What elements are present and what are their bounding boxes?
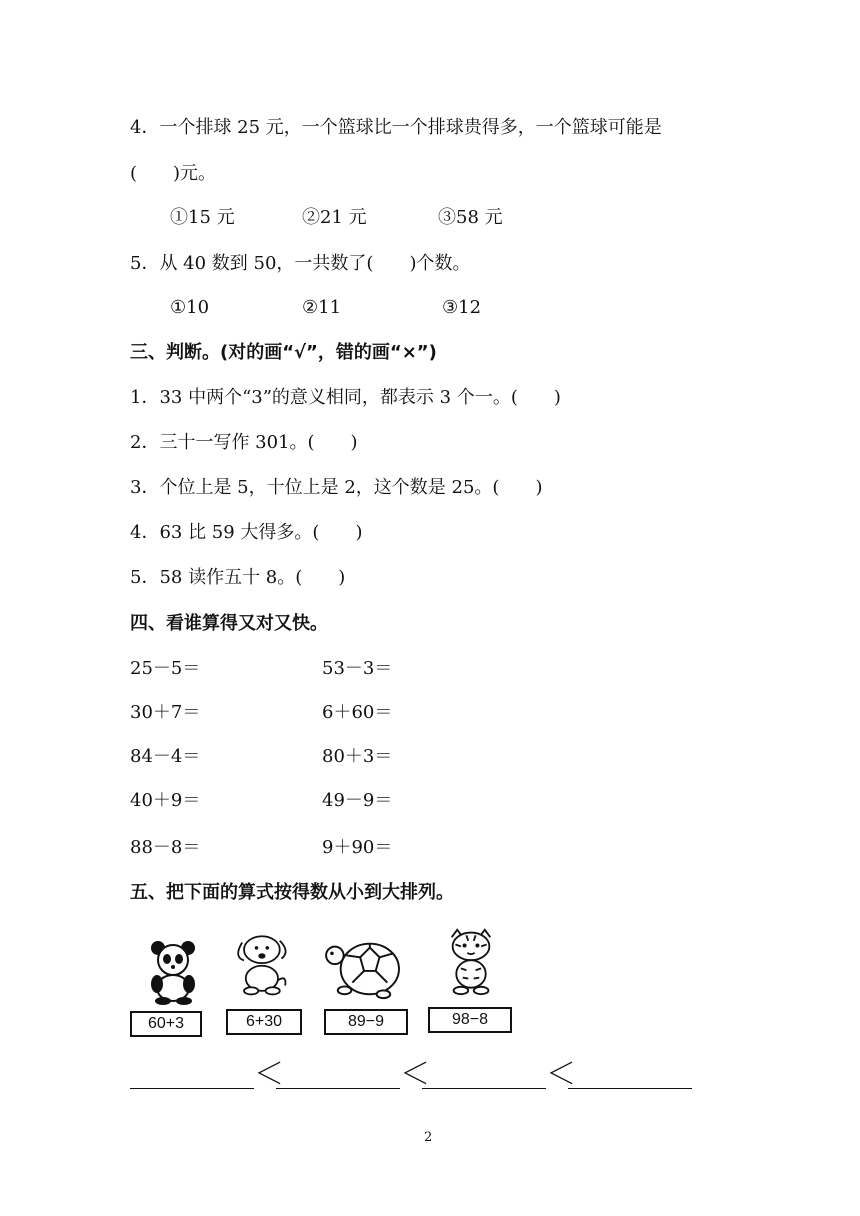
calc-left-5: 88－8＝ [130, 837, 201, 858]
q5-option-1: ①10 [170, 297, 210, 318]
turtle-icon [322, 934, 406, 1002]
judge-item-2: 2．三十一写作 301。( ) [130, 432, 358, 453]
judge-item-1: 1．33 中两个“3”的意义相同，都表示 3 个一。( ) [130, 387, 561, 408]
calc-right-2: 6＋60＝ [322, 702, 393, 723]
judge-item-3: 3．个位上是 5，十位上是 2，这个数是 25。( ) [130, 477, 543, 498]
order-section-title: 五、把下面的算式按得数从小到大排列。 [130, 882, 454, 903]
calc-right-3: 80＋3＝ [322, 746, 393, 767]
answer-blank-4[interactable] [568, 1088, 692, 1089]
q5-text: 5．从 40 数到 50，一共数了( )个数。 [130, 253, 471, 274]
panda-icon [138, 938, 208, 1006]
answer-blank-2[interactable] [276, 1088, 400, 1089]
tiger-icon [436, 928, 506, 996]
calc-left-2: 30＋7＝ [130, 702, 201, 723]
expression-card-2: 6+30 [226, 1009, 302, 1035]
less-than-sign-2: ＜ [400, 1057, 430, 1092]
expression-card-3: 89−9 [324, 1009, 408, 1035]
q4-line1: 4．一个排球 25 元，一个篮球比一个排球贵得多，一个篮球可能是 [130, 117, 662, 138]
dog-icon [226, 930, 296, 998]
calc-section-title: 四、看谁算得又对又快。 [130, 613, 328, 634]
less-than-sign-3: ＜ [546, 1057, 576, 1092]
answer-blank-3[interactable] [422, 1088, 546, 1089]
calc-right-1: 53－3＝ [322, 658, 393, 679]
q5-option-2: ②11 [302, 297, 342, 318]
q4-option-1: ①15 元 [170, 207, 235, 228]
less-than-sign-1: ＜ [254, 1057, 284, 1092]
page-number: 2 [424, 1130, 433, 1145]
q4-option-3: ③58 元 [438, 207, 503, 228]
q4-option-2: ②21 元 [302, 207, 367, 228]
judge-item-5: 5．58 读作五十 8。( ) [130, 567, 346, 588]
expression-card-1: 60+3 [130, 1011, 202, 1037]
judge-item-4: 4．63 比 59 大得多。( ) [130, 522, 363, 543]
expression-card-4: 98−8 [428, 1007, 512, 1033]
answer-blank-1[interactable] [130, 1088, 254, 1089]
calc-left-4: 40＋9＝ [130, 790, 201, 811]
judge-section-title: 三、判断。(对的画“√”，错的画“×”) [130, 342, 437, 363]
calc-left-1: 25－5＝ [130, 658, 201, 679]
calc-right-4: 49－9＝ [322, 790, 393, 811]
calc-right-5: 9＋90＝ [322, 837, 393, 858]
q5-option-3: ③12 [442, 297, 482, 318]
calc-left-3: 84－4＝ [130, 746, 201, 767]
q4-line2: ( )元。 [130, 163, 217, 184]
